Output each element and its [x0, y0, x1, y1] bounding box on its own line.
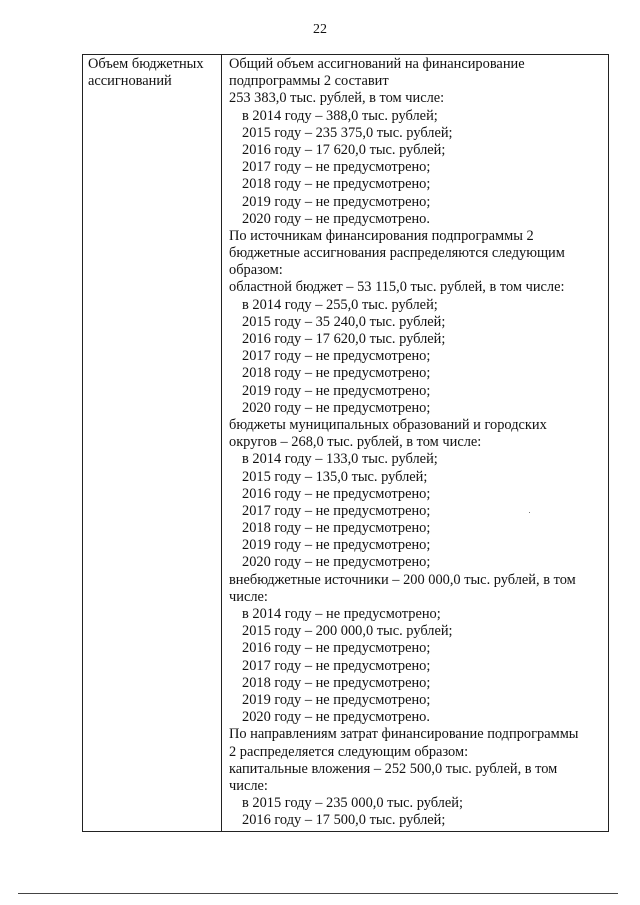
content-line: в 2014 году – 388,0 тыс. рублей;	[242, 107, 438, 124]
table-label-cell	[88, 56, 218, 90]
content-line: По источникам финансирования подпрограммы 2	[229, 227, 534, 244]
content-line: 2015 году – 35 240,0 тыс. рублей;	[242, 313, 446, 330]
content-line: 2019 году – не предусмотрено;	[242, 382, 431, 399]
content-line: 2016 году – 17 500,0 тыс. рублей;	[242, 812, 446, 829]
content-line: 2018 году – не предусмотрено;	[242, 176, 431, 193]
content-line: в 2014 году – 133,0 тыс. рублей;	[242, 451, 438, 468]
content-line: числе:	[229, 777, 268, 794]
budget-table	[82, 54, 609, 832]
page-number: 22	[313, 22, 327, 37]
content-line: 2019 году – не предусмотрено;	[242, 193, 431, 210]
content-line: в 2014 году – 255,0 тыс. рублей;	[242, 296, 438, 313]
content-line: 2020 году – не предусмотрено;	[242, 554, 431, 571]
content-line: 2016 году – не предусмотрено;	[242, 640, 431, 657]
bottom-rule	[18, 893, 618, 894]
content-line: 2020 году – не предусмотрено;	[242, 399, 431, 416]
content-line: бюджетные ассигнования распределяются следующим	[229, 245, 565, 262]
content-line: образом:	[229, 262, 283, 279]
content-line: 2017 году – не предусмотрено;	[242, 159, 431, 176]
content-line: Общий объем ассигнований на финансирование	[229, 56, 525, 72]
content-line: в 2015 году – 235 000,0 тыс. рублей;	[242, 795, 463, 812]
content-line: 2017 году – не предусмотрено;	[242, 348, 431, 365]
content-line: подпрограммы 2 составит	[229, 73, 389, 90]
content-line: 2020 году – не предусмотрено.	[242, 709, 430, 726]
content-line: 2015 году – 200 000,0 тыс. рублей;	[242, 623, 453, 640]
content-line: 2019 году – не предусмотрено;	[242, 537, 431, 554]
content-line: капитальные вложения – 252 500,0 тыс. рублей, в том	[229, 760, 558, 777]
label-line: ассигнований	[88, 73, 172, 90]
content-line: 2016 году – не предусмотрено;	[242, 485, 431, 502]
content-line: 253 383,0 тыс. рублей, в том числе:	[229, 90, 445, 107]
content-line: 2015 году – 235 375,0 тыс. рублей;	[242, 124, 453, 141]
label-line: Объем бюджетных	[88, 56, 204, 72]
content-line: областной бюджет – 53 115,0 тыс. рублей, в том числе:	[229, 279, 565, 296]
content-line: в 2014 году – не предусмотрено;	[242, 606, 441, 622]
content-line: бюджеты муниципальных образований и городских	[229, 416, 547, 433]
content-line: внебюджетные источники – 200 000,0 тыс. рублей, в том	[229, 571, 576, 588]
content-line: 2 распределяется следующим образом:	[229, 743, 469, 760]
scan-speck	[529, 512, 530, 513]
content-line: числе:	[229, 588, 268, 605]
content-line: 2018 году – не предусмотрено;	[242, 365, 431, 382]
content-line: 2018 году – не предусмотрено;	[242, 674, 431, 691]
content-line: округов – 268,0 тыс. рублей, в том числе:	[229, 434, 482, 451]
table-content-cell	[229, 56, 607, 829]
content-line: По направлениям затрат финансирование подпрограммы	[229, 726, 579, 743]
content-line: 2019 году – не предусмотрено;	[242, 691, 431, 708]
content-line: 2017 году – не предусмотрено;	[242, 502, 431, 519]
column-divider	[221, 55, 222, 831]
content-line: 2015 году – 135,0 тыс. рублей;	[242, 468, 428, 485]
content-line: 2020 году – не предусмотрено.	[242, 210, 430, 227]
content-line: 2016 году – 17 620,0 тыс. рублей;	[242, 331, 446, 347]
content-line: 2016 году – 17 620,0 тыс. рублей;	[242, 141, 446, 158]
content-line: 2018 году – не предусмотрено;	[242, 520, 431, 537]
content-line: 2017 году – не предусмотрено;	[242, 657, 431, 674]
